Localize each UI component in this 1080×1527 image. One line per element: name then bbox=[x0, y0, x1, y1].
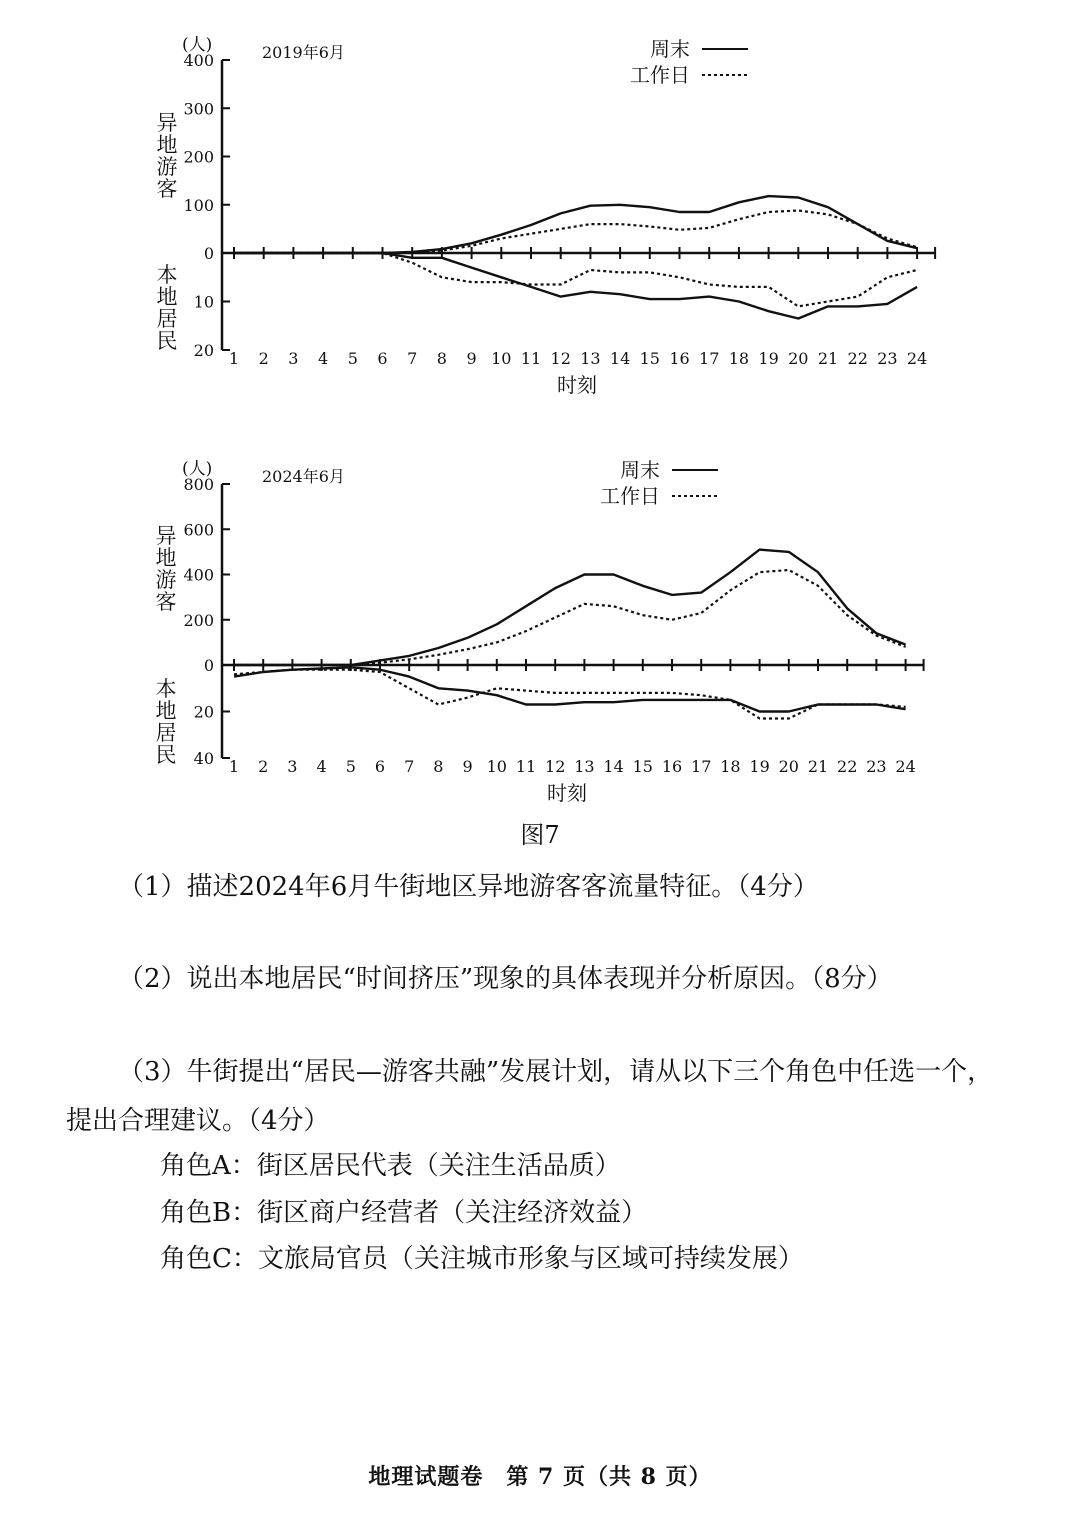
chart-2019-lower-axis-label-char: 本 bbox=[156, 263, 178, 287]
chart-2024-x-tick-label: 4 bbox=[316, 757, 327, 776]
chart-2019-upper-tick-label: 100 bbox=[183, 195, 214, 215]
chart-2019-x-tick-label: 12 bbox=[550, 349, 571, 368]
chart-2019-x-tick-label: 14 bbox=[609, 349, 631, 368]
role-c: 角色C：文旅局官员（关注城市形象与区域可持续发展） bbox=[160, 1244, 804, 1274]
chart-2024-x-tick-label: 10 bbox=[486, 757, 507, 776]
role-b: 角色B：街区商户经营者（关注经济效益） bbox=[160, 1198, 648, 1228]
chart-2019-upper-tick-label: 400 bbox=[183, 51, 214, 70]
chart-2019-x-tick-label: 22 bbox=[847, 349, 868, 368]
chart-2019-x-tick-label: 20 bbox=[788, 349, 809, 368]
chart-2024-series-upper-weekday-line bbox=[234, 570, 906, 665]
chart-2019-lower-axis-label-char: 居 bbox=[156, 307, 178, 331]
chart-2024-x-tick-label: 8 bbox=[433, 757, 444, 776]
chart-2019-upper-axis-label-char: 客 bbox=[156, 177, 178, 201]
chart-2024 bbox=[0, 440, 1080, 815]
chart-2019-x-tick-label: 24 bbox=[906, 349, 928, 368]
chart-2024-upper-tick-label: 400 bbox=[183, 565, 214, 585]
chart-2019-lower-tick-label: 20 bbox=[193, 341, 214, 360]
page-footer: 地理试题卷 第 7 页（共 8 页） bbox=[368, 1464, 712, 1490]
chart-2024-upper-axis-label-char: 地 bbox=[155, 546, 177, 570]
chart-2019-upper-tick-label: 0 bbox=[203, 244, 214, 263]
chart-2019-x-tick-label: 15 bbox=[639, 349, 660, 368]
chart-2024-x-tick-label: 7 bbox=[404, 757, 415, 776]
chart-2019-lower-axis-label-char: 地 bbox=[156, 285, 178, 309]
question-3-line-2: 提出合理建议。（4分） bbox=[66, 1106, 330, 1136]
chart-2019-x-tick-label: 5 bbox=[347, 349, 358, 368]
chart-2019-x-tick-label: 4 bbox=[318, 349, 329, 368]
chart-2024-x-tick-label: 2 bbox=[258, 757, 269, 776]
chart-2019-lower-axis-label-char: 民 bbox=[156, 329, 178, 353]
chart-2019-x-tick-label: 18 bbox=[728, 349, 750, 368]
chart-2024-lower-tick-label: 40 bbox=[193, 749, 214, 768]
chart-2019-legend-label-weekend: 周末 bbox=[650, 37, 690, 61]
question-3-line-1: （3）牛街提出“居民—游客共融”发展计划，请从以下三个角色中任选一个， bbox=[118, 1057, 994, 1087]
chart-2024-lower-axis-label-char: 居 bbox=[155, 721, 177, 745]
chart-2024-x-tick-label: 12 bbox=[545, 757, 566, 776]
chart-2024-x-tick-label: 11 bbox=[515, 757, 537, 776]
chart-2024-upper-tick-label: 600 bbox=[183, 520, 214, 540]
chart-2019-upper-axis-label-char: 地 bbox=[156, 133, 178, 157]
chart-2024-x-tick-label: 17 bbox=[691, 757, 712, 776]
chart-2019-x-tick-label: 1 bbox=[228, 349, 240, 368]
chart-2019-legend-label-weekday: 工作日 bbox=[630, 63, 690, 87]
chart-2024-x-tick-label: 22 bbox=[837, 757, 858, 776]
chart-2024-x-tick-label: 23 bbox=[866, 757, 887, 776]
chart-2024-x-tick-label: 15 bbox=[632, 757, 653, 776]
chart-2019-x-tick-label: 23 bbox=[877, 349, 898, 368]
chart-2024-upper-tick-label: 200 bbox=[183, 610, 214, 630]
question-1: （1）描述2024年6月牛街地区异地游客客流量特征。（4分） bbox=[118, 872, 819, 902]
chart-2024-upper-axis-label-char: 异 bbox=[155, 524, 177, 548]
chart-2019-x-tick-label: 9 bbox=[466, 349, 477, 368]
chart-2019-series-lower-weekday-line bbox=[234, 253, 917, 306]
chart-2024-x-tick-label: 21 bbox=[807, 757, 829, 776]
chart-2019-x-tick-label: 19 bbox=[758, 349, 779, 368]
chart-2019-series-lower-weekend-line bbox=[234, 253, 917, 319]
chart-2024-upper-axis-label-char: 客 bbox=[155, 590, 177, 614]
chart-2019-series-upper-weekday-line bbox=[234, 211, 917, 254]
chart-2024-x-tick-label: 1 bbox=[228, 757, 240, 776]
chart-2024-series-upper-weekend-line bbox=[234, 550, 906, 665]
chart-2019-x-tick-label: 2 bbox=[258, 349, 269, 368]
role-a: 角色A：街区居民代表（关注生活品质） bbox=[160, 1151, 621, 1181]
chart-2024-x-tick-label: 24 bbox=[895, 757, 916, 776]
chart-2019 bbox=[0, 20, 1080, 410]
chart-2019-unit-label: (人) bbox=[182, 35, 213, 55]
chart-2024-series-lower-weekday-line bbox=[234, 670, 906, 719]
chart-2024-x-tick-label: 6 bbox=[374, 757, 386, 776]
chart-2024-series-lower-weekend-line bbox=[234, 667, 906, 711]
chart-2024-legend-label-weekend: 周末 bbox=[620, 458, 660, 482]
chart-2024-lower-tick-label: 20 bbox=[193, 702, 214, 722]
chart-2024-x-tick-label: 18 bbox=[720, 757, 741, 776]
chart-2024-upper-tick-label: 800 bbox=[183, 475, 214, 494]
chart-2019-x-tick-label: 8 bbox=[436, 349, 447, 368]
chart-2024-upper-axis-label-char: 游 bbox=[155, 568, 177, 592]
chart-2019-x-tick-label: 17 bbox=[699, 349, 720, 368]
chart-2024-lower-axis-label-char: 民 bbox=[155, 743, 177, 767]
chart-2019-x-tick-label: 11 bbox=[520, 349, 542, 368]
chart-2019-x-tick-label: 16 bbox=[669, 349, 690, 368]
chart-2024-x-tick-label: 14 bbox=[603, 757, 624, 776]
chart-2024-x-tick-label: 3 bbox=[287, 757, 298, 776]
chart-2024-lower-axis-label-char: 地 bbox=[155, 699, 177, 723]
chart-2024-x-tick-label: 13 bbox=[574, 757, 595, 776]
chart-2019-x-tick-label: 3 bbox=[288, 349, 299, 368]
chart-2024-x-tick-label: 9 bbox=[462, 757, 473, 776]
chart-2024-lower-axis-label-char: 本 bbox=[155, 677, 177, 701]
chart-2024-legend-label-weekday: 工作日 bbox=[600, 484, 660, 508]
chart-2024-upper-tick-label: 0 bbox=[203, 656, 214, 675]
chart-2024-x-tick-label: 5 bbox=[345, 757, 356, 776]
chart-2019-x-tick-label: 10 bbox=[491, 349, 512, 368]
chart-2019-upper-tick-label: 300 bbox=[183, 99, 214, 119]
chart-2019-upper-tick-label: 200 bbox=[183, 147, 214, 167]
chart-2019-upper-axis-label-char: 异 bbox=[156, 111, 178, 135]
chart-2019-series-upper-weekend-line bbox=[234, 196, 917, 253]
figure-caption: 图7 bbox=[520, 821, 560, 849]
chart-2024-unit-label: (人) bbox=[182, 459, 213, 479]
chart-2024-x-tick-label: 16 bbox=[661, 757, 683, 776]
chart-2024-title: 2024年6月 bbox=[262, 467, 345, 486]
chart-2019-lower-tick-label: 10 bbox=[193, 292, 214, 312]
chart-2019-x-tick-label: 6 bbox=[377, 349, 388, 368]
chart-2019-x-axis-label: 时刻 bbox=[557, 373, 597, 397]
chart-2024-x-tick-label: 20 bbox=[778, 757, 799, 776]
chart-2019-x-tick-label: 21 bbox=[817, 349, 839, 368]
chart-2024-x-tick-label: 19 bbox=[749, 757, 770, 776]
chart-2019-x-tick-label: 7 bbox=[407, 349, 418, 368]
chart-2019-x-tick-label: 13 bbox=[580, 349, 601, 368]
chart-2024-x-axis-label: 时刻 bbox=[547, 781, 587, 805]
chart-2019-upper-axis-label-char: 游 bbox=[156, 155, 178, 179]
chart-2019-title: 2019年6月 bbox=[262, 43, 345, 62]
question-2: （2）说出本地居民“时间挤压”现象的具体表现并分析原因。（8分） bbox=[118, 964, 893, 994]
